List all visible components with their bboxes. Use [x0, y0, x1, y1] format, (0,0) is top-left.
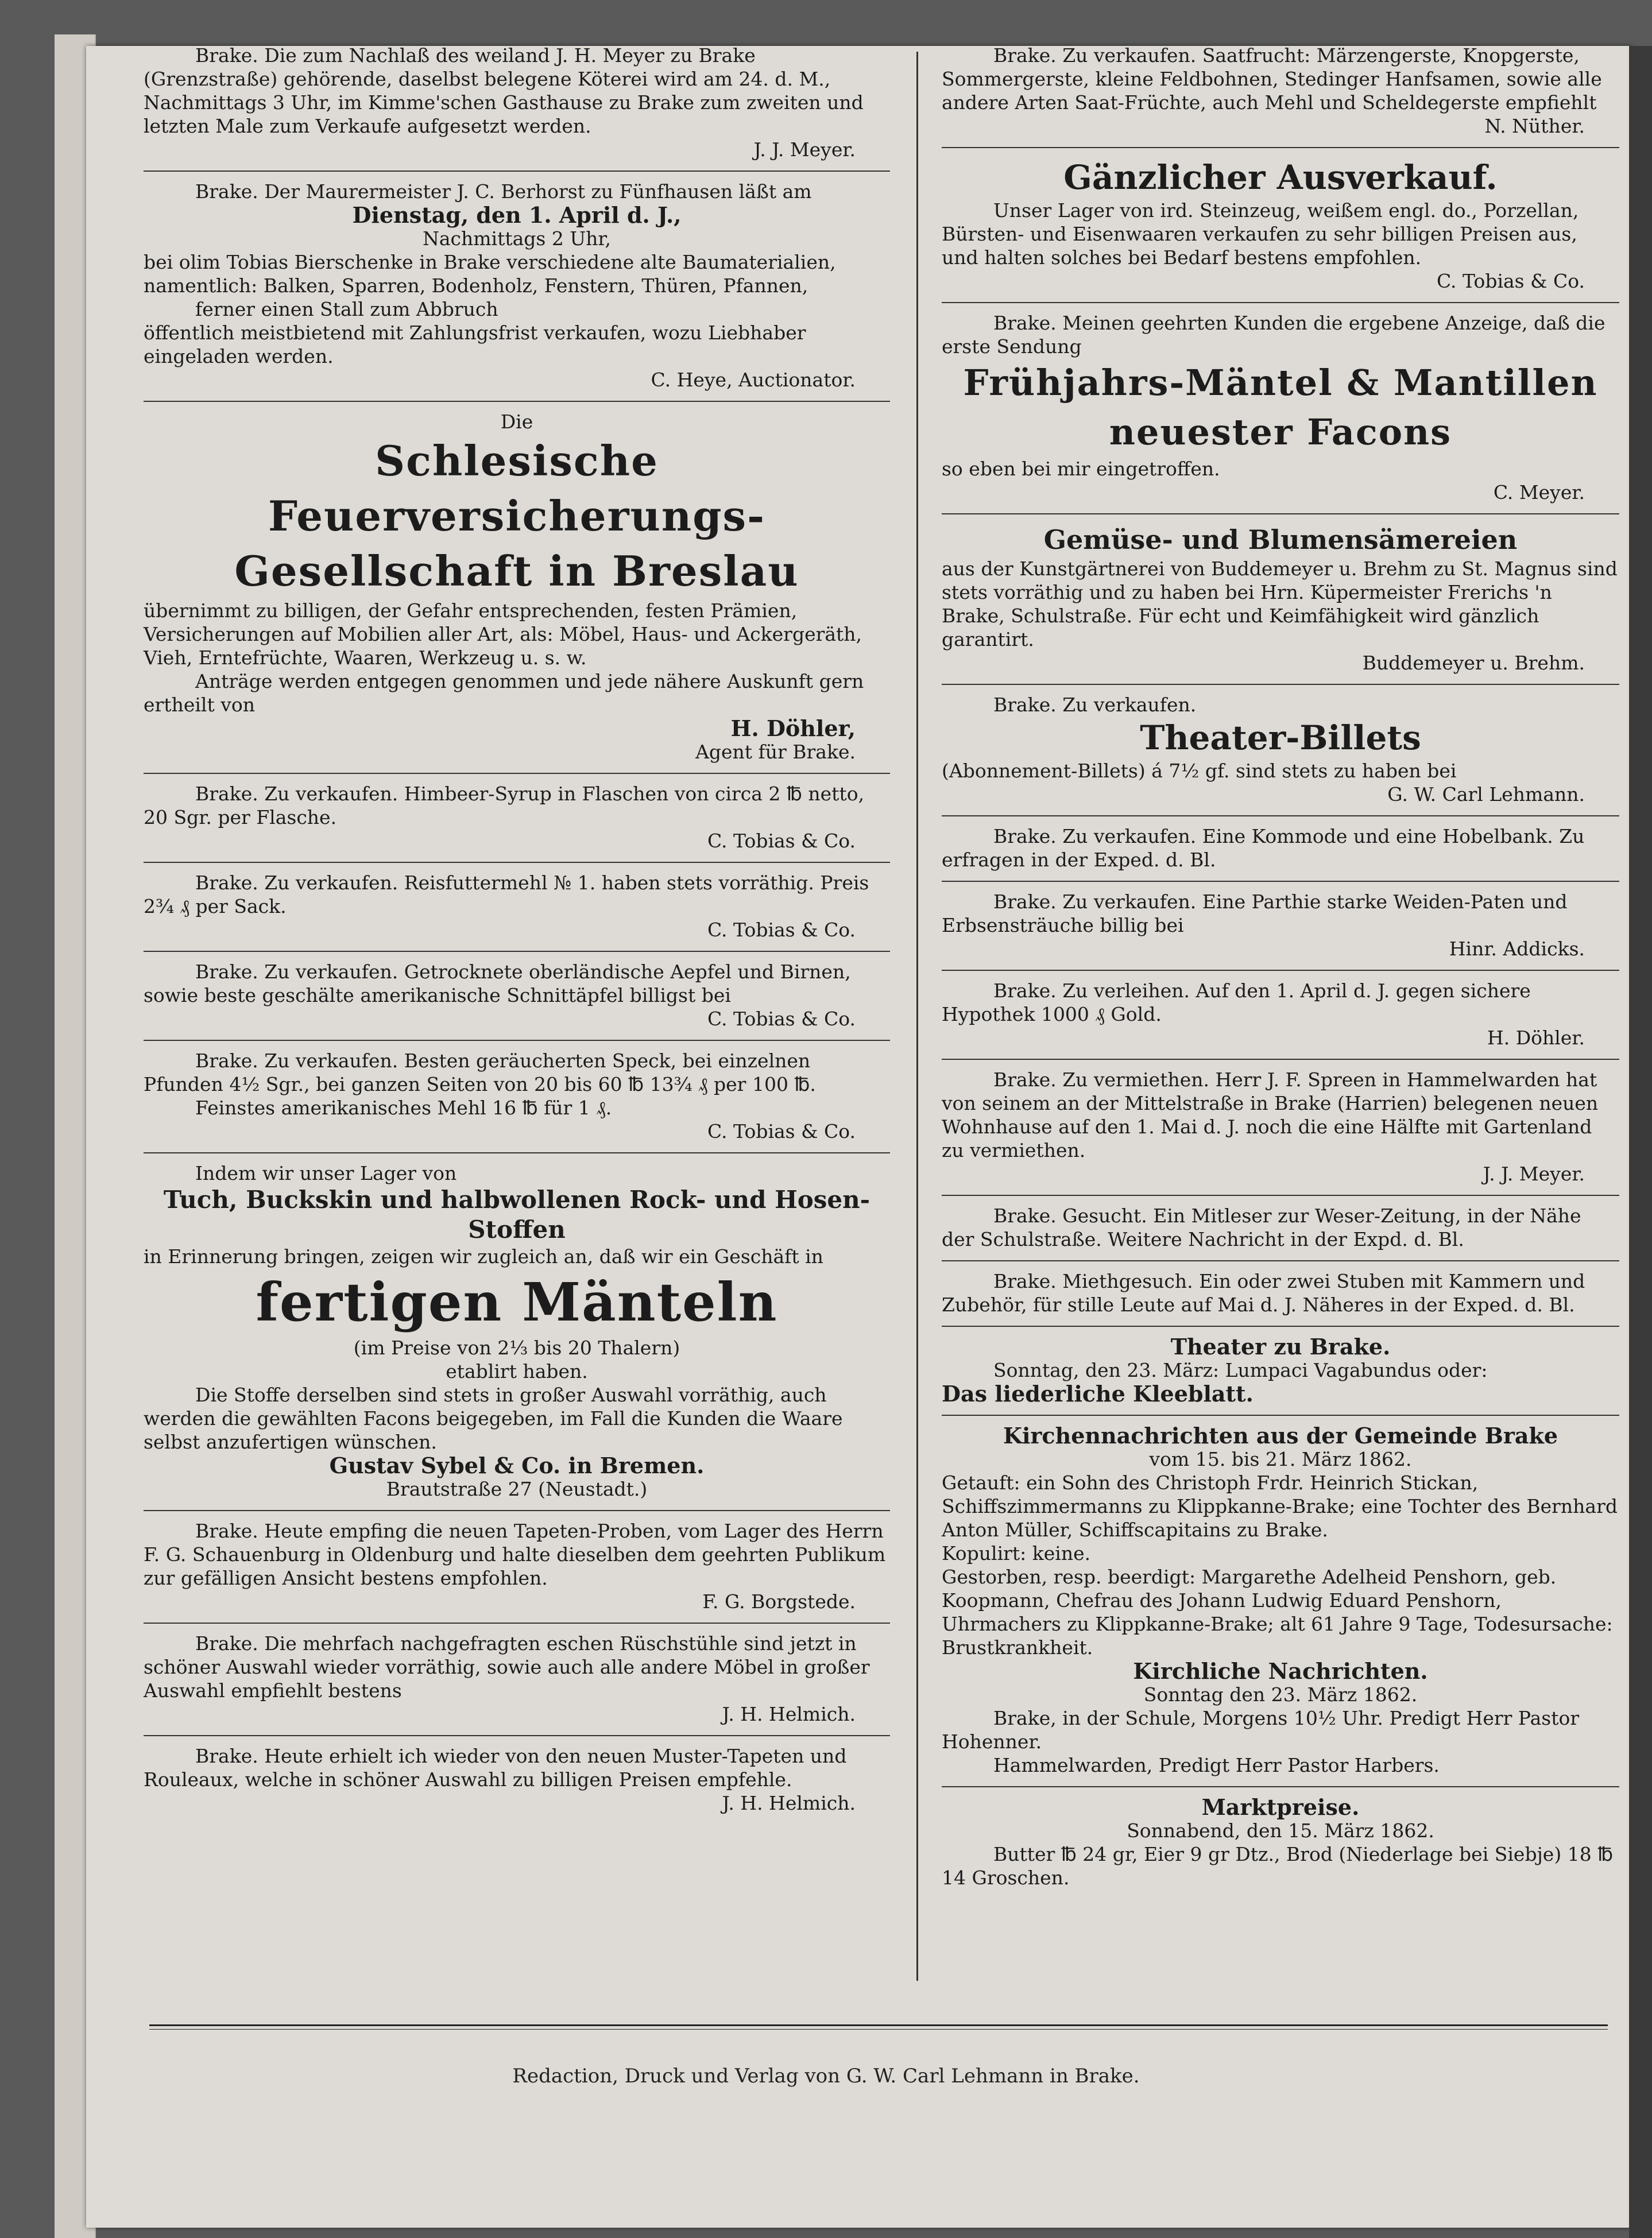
- ad-aepfel: [144, 957, 890, 1035]
- theater-title: Theater zu Brake.: [1170, 1334, 1391, 1360]
- ad-more: Feinstes amerikanisches Mehl 16 ℔ für 1 ₰.: [195, 1097, 612, 1119]
- ad-feuerversicherung: [144, 406, 890, 768]
- theater-line: Das liederliche Kleeblatt.: [942, 1381, 1253, 1407]
- ad-signature: C. Tobias & Co.: [707, 1120, 856, 1143]
- ad-intro: Brake. Der Maurermeister J. C. Berhorst zu Fünfhausen läßt am: [195, 180, 812, 203]
- ad-address: Brautstraße 27 (Neustadt.): [386, 1478, 648, 1500]
- ad-text: Brake. Zu verkaufen. Eine Parthie starke Weiden-Paten und Erbsensträuche billig bei: [942, 890, 1568, 936]
- ad-text: Brake. Zu vermiethen. Herr J. F. Spreen in Hammelwarden hat von seinem an der Mittelstraße in Brake (Harrien) belegenen neuen Wohnhause auf den 1. Mai d. J. noch die eine Hälfte mit Gartenland zu vermiethen.: [942, 1068, 1599, 1161]
- ad-signature: J. J. Meyer.: [1483, 1163, 1585, 1185]
- market-text: Butter ℔ 24 gr, Eier 9 gr Dtz., Brod (Niederlage bei Siebje) 18 ℔ 14 Groschen.: [942, 1843, 1614, 1889]
- divider: [144, 773, 890, 774]
- ad-weiden: [942, 886, 1619, 965]
- ad-signature: C. Tobias & Co.: [707, 919, 856, 941]
- divider: [144, 862, 890, 863]
- ad-signature: N. Nüther.: [1484, 115, 1585, 137]
- ad-text: Brake. Zu verkaufen. Himbeer-Syrup in Flaschen von circa 2 ℔ netto, 20 Sgr. per Flasche.: [144, 783, 865, 828]
- ad-vermiethen: [942, 1064, 1619, 1190]
- ad-text: Unser Lager von ird. Steinzeug, weißem engl. do., Porzellan, Bürsten- und Eisenwaaren verkaufen zu sehr billigen Preisen aus, und halten solches bei Bedarf bestens empfohlen.: [942, 199, 1579, 269]
- ad-text: Brake. Heute empfing die neuen Tapeten-Proben, vom Lager des Herrn F. G. Schauenburg in Oldenburg und halte dieselben dem geehrten Publikum zur gefälligen Ansicht bestens empfohlen.: [144, 1520, 886, 1589]
- ad-est: etablirt haben.: [446, 1360, 588, 1383]
- ad-tapeten: [144, 1516, 890, 1618]
- ad-baumaterialien: [144, 176, 890, 396]
- ad-text: Brake. Heute erhielt ich wieder von den neuen Muster-Tapeten und Rouleaux, welche in schöner Auswahl zu billigen Preisen empfehle.: [144, 1745, 847, 1791]
- ad-signature: J. H. Helmich.: [722, 1703, 856, 1725]
- divider: [144, 1040, 890, 1041]
- church-service: Hammelwarden, Predigt Herr Pastor Harbers.: [993, 1754, 1440, 1776]
- ad-text: Brake. Die zum Nachlaß des weiland J. H. Meyer zu Brake (Grenzstraße) gehörende, daselbst belegene Köterei wird am 24. d. M., Nachmittags 3 Uhr, im Kimme'schen Gasthause zu Brake zum zweiten und letzten Male zum Verkaufe aufgesetzt werden.: [144, 44, 864, 137]
- ad-text: Brake. Zu verkaufen. Eine Kommode und eine Hobelbank. Zu erfragen in der Exped. d. Bl.: [942, 825, 1585, 871]
- ad-more: ferner einen Stall zum Abbruch: [195, 298, 498, 320]
- church-title: Kirchennachrichten aus der Gemeinde Brake: [1003, 1423, 1558, 1449]
- church-married: Kopulirt: keine.: [942, 1542, 1091, 1565]
- ad-saemereien: [942, 519, 1619, 679]
- divider: [942, 1415, 1619, 1416]
- ad-signature: J. H. Helmich.: [722, 1792, 856, 1814]
- ad-text: Brake. Zu verleihen. Auf den 1. April d. J. gegen sichere Hypothek 1000 ₰ Gold.: [942, 979, 1531, 1025]
- ad-himbeer: [144, 779, 890, 857]
- ad-title: Gänzlicher Ausverkauf.: [1063, 158, 1498, 197]
- ad-title: neuester Facons: [1109, 411, 1452, 453]
- ad-text: aus der Kunstgärtnerei von Buddemeyer u. Brehm zu St. Magnus sind stets vorräthig und zu haben bei Hrn. Küpermeister Frerichs 'n Brake, Schulstraße. Für echt und Keimfähigkeit wird gänzlich garantirt.: [942, 557, 1618, 651]
- ad-signature: Hinr. Addicks.: [1449, 938, 1585, 960]
- ad-intro: Indem wir unser Lager von: [195, 1162, 457, 1184]
- ad-nachlass: [144, 40, 890, 166]
- divider: [144, 1623, 890, 1624]
- divider: [942, 1059, 1619, 1060]
- ad-intro: Brake. Zu verkaufen.: [993, 694, 1197, 716]
- ad-rouleaux: [144, 1741, 890, 1819]
- ad-text: Brake. Zu verkaufen. Saatfrucht: Märzengerste, Knopgerste, Sommergerste, kleine Feldbohnen, Stedinger Hanfsamen, sowie alle andere Arten Saat-Früchte, auch Mehl und Scheldegerste empfiehlt: [942, 44, 1602, 114]
- ad-kommode: [942, 821, 1619, 876]
- ad-signature: H. Döhler.: [1487, 1027, 1585, 1049]
- ad-theater-billets: [942, 690, 1619, 811]
- ad-signature: G. W. Carl Lehmann.: [1387, 783, 1585, 806]
- ad-title: Schlesische Feuerversicherungs-: [268, 436, 765, 540]
- divider: [144, 1510, 890, 1511]
- church-baptized: Getauft: ein Sohn des Christoph Frdr. Heinrich Stickan, Schiffszimmermanns zu Klippkanne-Brake; eine Tochter des Bernhard Anton Müller, Schiffscapitains zu Brake.: [942, 1472, 1618, 1541]
- ad-signature: C. Tobias & Co.: [707, 1008, 856, 1030]
- divider: [144, 1152, 890, 1153]
- column-rule: [916, 52, 918, 1981]
- ad-text: Brake. Gesucht. Ein Mitleser zur Weser-Zeitung, in der Nähe der Schulstraße. Weitere Nachricht in der Expd. d. Bl.: [942, 1205, 1581, 1250]
- church-date: Sonntag den 23. März 1862.: [1143, 1683, 1418, 1706]
- ad-title: Gemüse- und Blumensämereien: [1043, 524, 1518, 555]
- divider: [942, 1786, 1619, 1787]
- ad-intro: Brake. Meinen geehrten Kunden die ergebene Anzeige, daß die erste Sendung: [942, 312, 1605, 358]
- ad-time: Nachmittags 2 Uhr,: [422, 227, 612, 250]
- ad-pre: Die: [500, 411, 533, 433]
- church-died: Gestorben, resp. beerdigt: Margarethe Adelheid Penshorn, geb. Koopmann, Chefrau des Johann Ludwig Eduard Penshorn, Uhrmachers zu Klippkanne-Brake; alt 61 Jahre 9 Tage, Todesursache: Brustkrankheit.: [942, 1566, 1613, 1659]
- ad-verleihen: [942, 975, 1619, 1054]
- divider: [144, 951, 890, 952]
- ad-rest: öffentlich meistbietend mit Zahlungsfrist verkaufen, wozu Liebhaber eingeladen werden.: [144, 322, 806, 367]
- right-column: [942, 40, 1619, 1894]
- ad-title: Frühjahrs-Mäntel & Mantillen: [963, 362, 1598, 404]
- divider: [942, 970, 1619, 971]
- ad-signature: Buddemeyer u. Brehm.: [1362, 652, 1585, 674]
- ad-signature: C. Tobias & Co.: [1436, 270, 1585, 292]
- ad-saatfrucht: [942, 40, 1619, 142]
- ad-text: Brake. Miethgesuch. Ein oder zwei Stuben mit Kammern und Zubehör, für stille Leute auf Mai d. J. Näheres in der Exped. d. Bl.: [942, 1270, 1585, 1316]
- ad-firm: Gustav Sybel & Co. in Bremen.: [329, 1453, 705, 1478]
- ad-more: Die Stoffe derselben sind stets in großer Auswahl vorräthig, auch werden die gewählten Facons beigegeben, im Fall die Kunden die Waare selbst anzufertigen wünschen.: [144, 1384, 843, 1453]
- ad-text: übernimmt zu billigen, der Gefahr entsprechenden, festen Prämien, Versicherungen auf Mobilien aller Art, als: Möbel, Haus- und Ackergeräth, Vieh, Erntefrüchte, Waaren, Werkzeug u. s. w.: [144, 599, 862, 669]
- ad-text: Brake. Zu verkaufen. Besten geräucherten Speck, bei einzelnen Pfunden 4½ Sgr., bei ganzen Seiten von 20 bis 60 ℔ 13¾ ₰ per 100 ℔.: [144, 1050, 816, 1095]
- left-column: [144, 40, 890, 1819]
- theater-notice: [942, 1331, 1619, 1410]
- footer-rule: [149, 2024, 1608, 2026]
- divider: [942, 684, 1619, 685]
- ad-text: Brake. Zu verkaufen. Reisfuttermehl № 1. haben stets vorräthig. Preis 2¾ ₰ per Sack.: [144, 872, 869, 917]
- ad-title: fertigen Mänteln: [256, 1271, 778, 1333]
- ad-role: Agent für Brake.: [695, 741, 856, 763]
- ad-signature: F. G. Borgstede.: [702, 1590, 856, 1613]
- church-range: vom 15. bis 21. März 1862.: [1149, 1448, 1412, 1470]
- ad-maenteln: [144, 1158, 890, 1505]
- market-prices: [942, 1792, 1619, 1894]
- ad-speck: [144, 1046, 890, 1148]
- ad-miethgesuch: [942, 1266, 1619, 1321]
- divider: [942, 513, 1619, 514]
- imprint: Redaction, Druck und Verlag von G. W. Carl Lehmann in Brake.: [512, 2065, 1140, 2088]
- ad-signature: J. J. Meyer.: [753, 138, 856, 161]
- ad-signature: C. Meyer.: [1493, 481, 1585, 504]
- divider: [942, 815, 1619, 816]
- ad-maentel: [942, 308, 1619, 509]
- ad-signature: C. Tobias & Co.: [707, 830, 856, 852]
- ad-goods: Tuch, Buckskin und halbwollenen Rock- und Hosen-Stoffen: [163, 1186, 871, 1244]
- market-date: Sonnabend, den 15. März 1862.: [1127, 1819, 1434, 1842]
- ad-rueschstuehle: [144, 1628, 890, 1730]
- ad-text: in Erinnerung bringen, zeigen wir zugleich an, daß wir ein Geschäft in: [144, 1245, 823, 1268]
- church-subtitle: Kirchliche Nachrichten.: [1133, 1658, 1428, 1684]
- ad-text: (Abonnement-Billets) á 7½ gf. sind stets zu haben bei: [942, 760, 1457, 782]
- ad-signature: C. Heye, Auctionator.: [651, 369, 856, 391]
- divider: [942, 881, 1619, 882]
- ad-text: Brake. Zu verkaufen. Getrocknete oberländische Aepfel und Birnen, sowie beste geschälte amerikanische Schnittäpfel billigst bei: [144, 961, 851, 1006]
- ad-ausverkauf: [942, 153, 1619, 297]
- divider: [144, 401, 890, 402]
- ad-title: Theater-Billets: [1140, 718, 1421, 757]
- ad-text: bei olim Tobias Bierschenke in Brake verschiedene alte Baumaterialien, namentlich: Balken, Sparren, Bodenholz, Fenstern, Thüren, Pfannen,: [144, 251, 836, 297]
- ad-price: (im Preise von 2⅓ bis 20 Thalern): [353, 1337, 680, 1359]
- divider: [942, 1326, 1619, 1327]
- divider: [942, 302, 1619, 303]
- scan-edge: [1629, 46, 1652, 2238]
- ad-text: Brake. Die mehrfach nachgefragten eschen Rüschstühle sind jetzt in schöner Auswahl wieder vorräthig, sowie auch alle andere Möbel in großer Auswahl empfiehlt bestens: [144, 1632, 870, 1702]
- church-news: [942, 1420, 1619, 1782]
- ad-reisfuttermehl: [144, 868, 890, 946]
- divider: [144, 1735, 890, 1736]
- theater-line: Sonntag, den 23. März: Lumpaci Vagabundus oder:: [993, 1359, 1488, 1381]
- divider: [942, 1260, 1619, 1261]
- ad-more: Anträge werden entgegen genommen und jede nähere Auskunft gern ertheilt von: [144, 670, 864, 716]
- church-service: Brake, in der Schule, Morgens 10½ Uhr. Predigt Herr Pastor Hohenner.: [942, 1707, 1580, 1753]
- ad-gesucht: [942, 1201, 1619, 1256]
- divider: [144, 171, 890, 172]
- divider: [942, 1195, 1619, 1196]
- market-title: Marktpreise.: [1201, 1794, 1360, 1820]
- ad-text: so eben bei mir eingetroffen.: [942, 458, 1220, 480]
- ad-signature: H. Döhler,: [730, 715, 856, 741]
- footer-rule: [149, 2029, 1608, 2030]
- divider: [942, 147, 1619, 148]
- ad-title: Gesellschaft in Breslau: [234, 547, 799, 595]
- ad-date: Dienstag, den 1. April d. J.,: [352, 202, 682, 228]
